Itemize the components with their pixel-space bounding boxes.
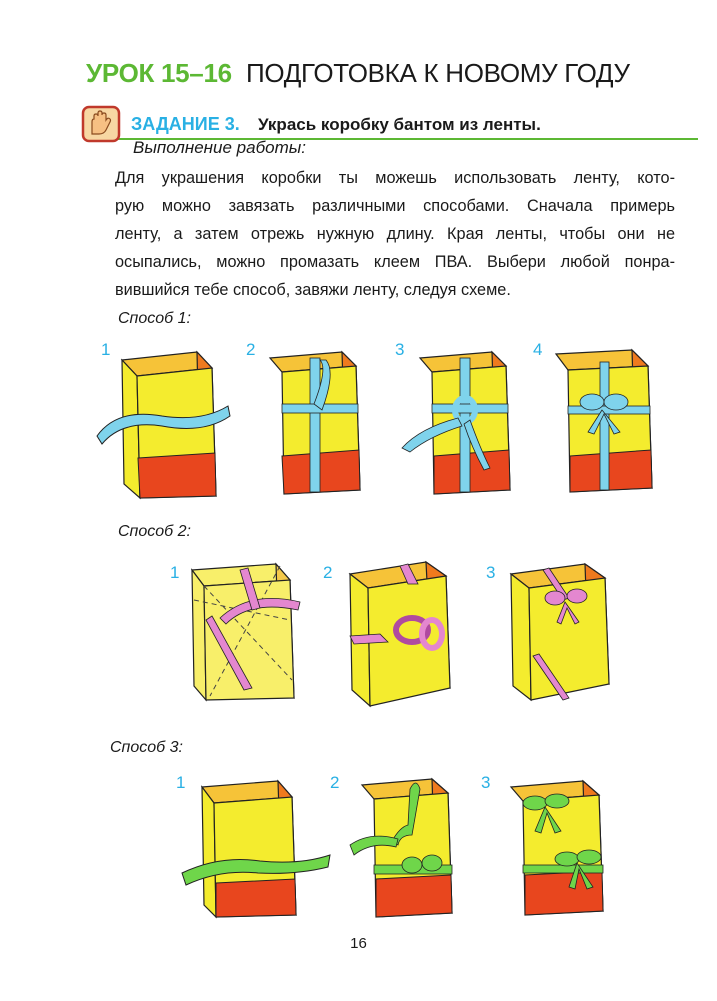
method-1-step-2: 2	[246, 340, 256, 359]
gift-box-illustration	[252, 348, 382, 503]
method-2-step-1: 1	[170, 563, 180, 582]
method-3-step-1: 1	[176, 773, 186, 792]
hand-icon	[80, 104, 122, 144]
gift-box-illustration	[180, 560, 315, 710]
work-label: Выполнение работы:	[133, 138, 306, 157]
gift-box-illustration	[92, 348, 242, 503]
method-1-label: Способ 1:	[118, 310, 191, 327]
instructions-line: рую можно завязать различными способами. Сначала примерь	[115, 197, 675, 215]
gift-box-illustration	[400, 348, 535, 503]
instructions-paragraph	[115, 164, 675, 304]
instructions-line: осыпались, можно промазать клеем ПВА. Выбери любой понра-	[115, 253, 675, 271]
method-1-step-1: 1	[101, 340, 111, 359]
method-3-label: Способ 3:	[110, 739, 183, 756]
lesson-header	[0, 50, 717, 98]
task-label: ЗАДАНИЕ 3.	[131, 114, 240, 134]
lesson-title: ПОДГОТОВКА К НОВОМУ ГОДУ	[246, 58, 630, 88]
method-1-step-4: 4	[533, 340, 543, 359]
gift-box-illustration	[495, 775, 625, 925]
lesson-number: УРОК 15–16	[86, 58, 232, 88]
task-text: Укрась коробку бантом из ленты.	[258, 115, 541, 134]
method-2-step-2: 2	[323, 563, 333, 582]
instructions-line: вившийся тебе способ, завяжи ленту, следуя схеме.	[115, 281, 511, 299]
method-1-step-3: 3	[395, 340, 405, 359]
page-number: 16	[350, 935, 367, 952]
gift-box-illustration	[180, 775, 335, 925]
method-2-label: Способ 2:	[118, 523, 191, 540]
instructions-line: Для украшения коробки ты можешь использовать ленту, кото-	[115, 169, 675, 187]
gift-box-illustration	[340, 560, 470, 710]
method-3-step-3: 3	[481, 773, 491, 792]
gift-box-illustration	[505, 560, 625, 710]
method-3-step-2: 2	[330, 773, 340, 792]
instructions-line: ленту, а затем отрежь нужную длину. Края ленты, чтобы они не	[115, 225, 675, 243]
method-2-step-3: 3	[486, 563, 496, 582]
gift-box-illustration	[340, 775, 480, 925]
gift-box-illustration	[548, 348, 668, 503]
